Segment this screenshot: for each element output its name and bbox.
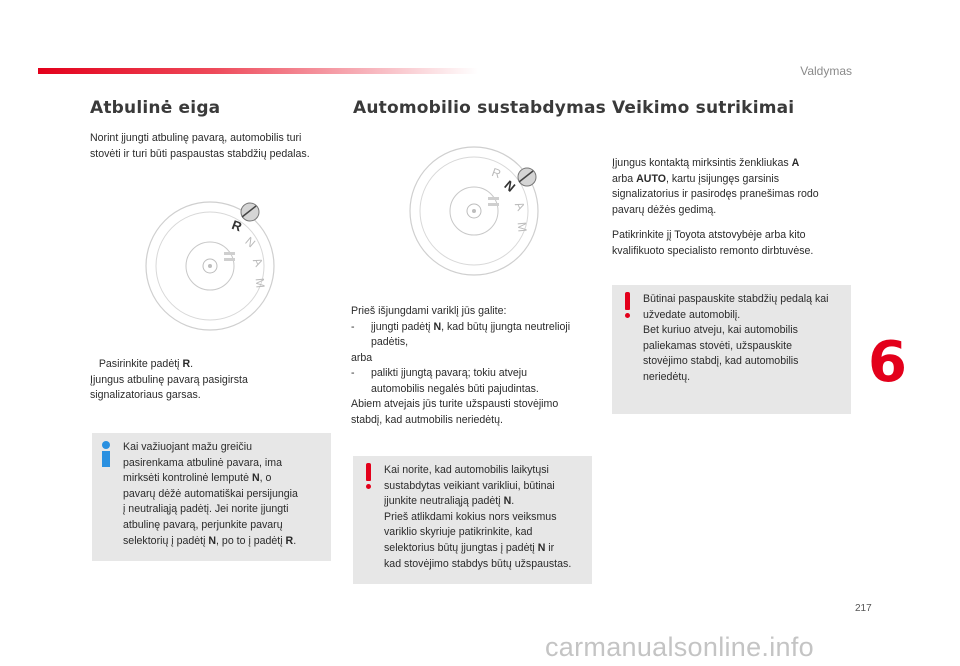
reverse-step: Pasirinkite padėtį R. Įjungus atbulinę pavarą pasigirsta signalizatoriaus garsas. <box>90 358 248 401</box>
dial-letter-n: N <box>242 234 259 251</box>
gear-selector-dial-neutral <box>404 141 544 281</box>
chapter-number: 6 <box>868 330 907 395</box>
dial-letter-r: R <box>229 217 244 235</box>
info-box-reverse: Kai važiuojant mažu greičiu pasirenkama atbulinė pavara, ima mirksėti kontrolinė lemputė N, o pavarų dėžė automatiškai persijungia į neutraliąją padėtį. Jei norite įjungti atbulinę pavarą, perjunkite pavarų selektorių į padėtį N, po to į padėtį R. <box>92 433 331 561</box>
reverse-intro: Norint įjungti atbulinę pavarą, automobilis turi stovėti ir turi būti paspaustas stabdžių pedalas. <box>90 132 310 160</box>
info-icon <box>98 441 114 467</box>
dial-letter-m: M <box>514 221 530 233</box>
dial-letter-a: A <box>511 199 529 213</box>
warning-box-stop: Kai norite, kad automobilis laikytųsi sustabdytas veikiant varikliui, būtinai įjunkite neutraliąją padėtį N. Prieš atlikdami kokius nors veiksmus variklio skyriuje patikrinkite, kad selektorius būtų įjungtas į padėtį N ir kad stovėjimo stabdys būtų užspaustas. <box>353 456 592 584</box>
gear-selector-dial-reverse <box>140 196 280 336</box>
dial-letter-r: R <box>489 165 503 182</box>
warning-box-malfunction: Būtinai paspauskite stabdžių pedalą kai užvedate automobilį. Bet kuriuo atveju, kai automobilis paliekamas stovėti, užspauskite stovėjimo stabdį, kad automobilis neriedėtų. <box>612 285 851 414</box>
malfunction-text: Įjungus kontaktą mirksintis ženkliukas A arba AUTO, kartu įsijungęs garsinis signalizatorius ir pasirodęs pranešimas rodo pavarų dėžės gedimą. Patikrinkite jį Toyota atstovybėje arba kito kvalifikuoto specialisto remonto dirbtuvėse. <box>612 157 819 257</box>
watermark: carmanualsonline.info <box>545 632 814 662</box>
dial-letter-n: N <box>501 177 519 195</box>
dial-letter-m: M <box>252 277 268 289</box>
stop-options: Prieš išjungdami variklį jūs galite: - įjungti padėtį N, kad būtų įjungta neutrelioji padėtis, arba - palikti įjungtą pavarą; tokiu atveju automobilis negalės būti pajudintas. Abiem atvejais jūs turite užspausti stovėjimo stabdį, kad autmobilis neriedėtų. <box>351 305 571 426</box>
header-accent-bar <box>38 68 478 74</box>
page-number: 217 <box>855 603 872 614</box>
dial-letter-a: A <box>249 255 267 269</box>
warning-icon <box>364 463 374 491</box>
heading-malfunction: Veikimo sutrikimai <box>612 98 795 118</box>
section-label: Valdymas <box>800 64 852 78</box>
warning-icon <box>623 292 633 320</box>
heading-reverse: Atbulinė eiga <box>90 98 221 118</box>
heading-stop: Automobilio sustabdymas <box>353 98 606 118</box>
